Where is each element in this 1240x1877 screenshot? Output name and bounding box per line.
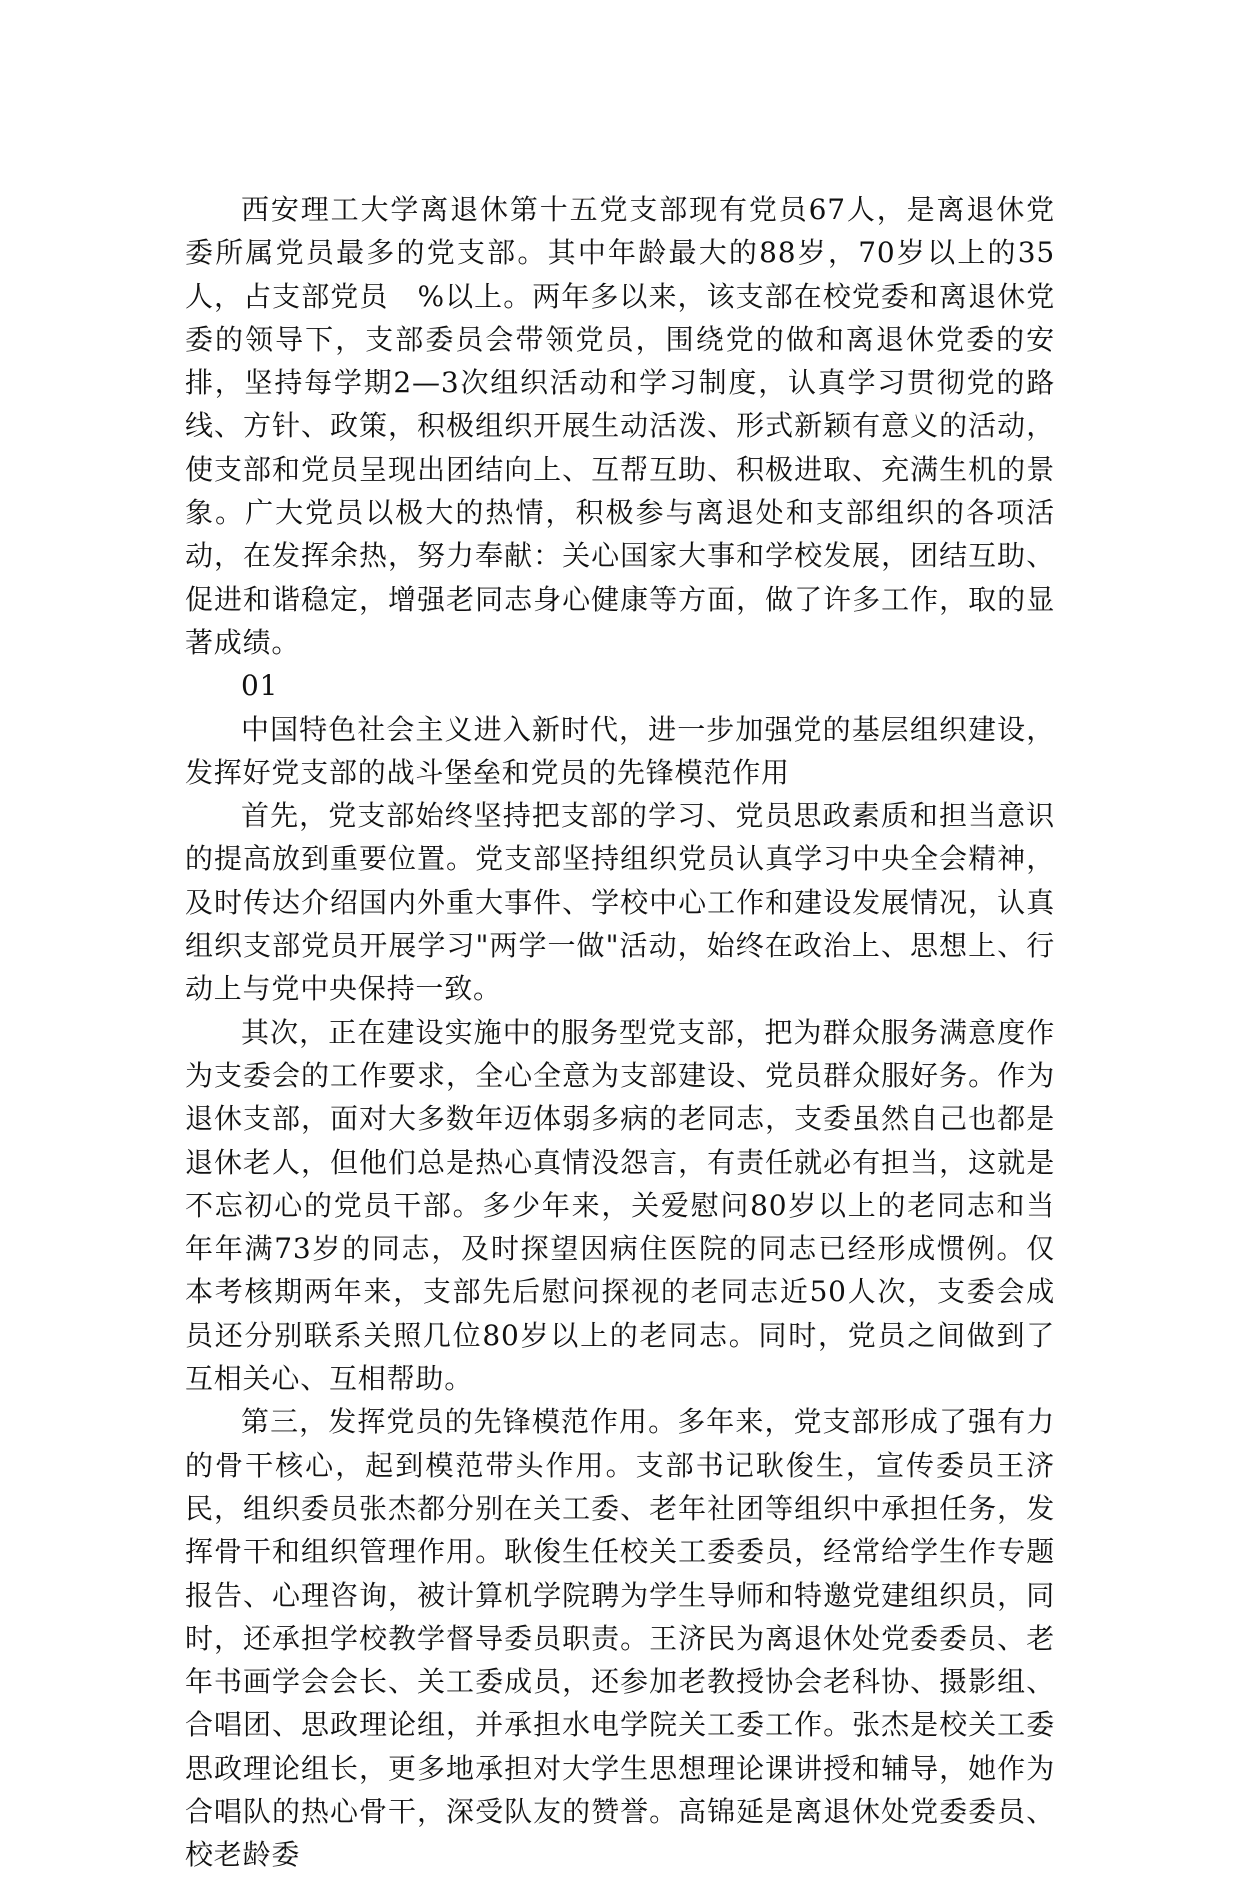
paragraph-third: 第三，发挥党员的先锋模范作用。多年来，党支部形成了强有力的骨干核心，起到模范带头作用。支部书记耿俊生，宣传委员王济民，组织委员张杰都分别在关工委、老年社团等组织中承担任务，发挥骨干和组织管理作用。耿俊生任校关工委委员，经常给学生作专题报告、心理咨询，被计算机学院聘为学生导师和特邀党建组织员，同时，还承担学校教学督导委员职责。王济民为离退休处党委委员、老年书画学会会长、关工委成员，还参加老教授协会老科协、摄影组、合唱团、思政理论组，并承担水电学院关工委工作。张杰是校关工委思政理论组长，更多地承担对大学生思想理论课讲授和辅导，她作为合唱队的热心骨干，深受队友的赞誉。高锦延是离退休处党委委员、校老龄委 [185, 1405, 1055, 1872]
document-page [185, 188, 1055, 1877]
paragraph-intro: 西安理工大学离退休第十五党支部现有党员67人，是离退休党委所属党员最多的党支部。其中年龄最大的88岁，70岁以上的35人，占支部党员 %以上。两年多以来，该支部在校党委和离退休党委的领导下，支部委员会带领党员，围绕党的做和离退休党委的安排，坚持每学期2—3次组织活动和学习制度，认真学习贯彻党的路线、方针、政策，积极组织开展生动活泼、形式新颖有意义的活动，使支部和党员呈现出团结向上、互帮互助、积极进取、充满生机的景象。广大党员以极大的热情，积极参与离退处和支部组织的各项活动，在发挥余热，努力奉献：关心国家大事和学校发展，团结互助、促进和谐稳定，增强老同志身心健康等方面，做了许多工作，取的显著成绩。 [185, 193, 1055, 659]
section-heading: 中国特色社会主义进入新时代，进一步加强党的基层组织建设，发挥好党支部的战斗堡垒和党员的先锋模范作用 [185, 712, 1055, 789]
section-number: 01 [241, 669, 279, 703]
paragraph-first: 首先，党支部始终坚持把支部的学习、党员思政素质和担当意识的提高放到重要位置。党支部坚持组织党员认真学习中央全会精神，及时传达介绍国内外重大事件、学校中心工作和建设发展情况，认真组织支部党员开展学习"两学一做"活动，始终在政治上、思想上、行动上与党中央保持一致。 [185, 799, 1055, 1006]
paragraph-second: 其次，正在建设实施中的服务型党支部，把为群众服务满意度作为支委会的工作要求，全心全意为支部建设、党员群众服好务。作为退休支部，面对大多数年迈体弱多病的老同志，支委虽然自己也都是退休老人，但他们总是热心真情没怨言，有责任就必有担当，这就是不忘初心的党员干部。多少年来，关爱慰问80岁以上的老同志和当年年满73岁的同志，及时探望因病住医院的同志已经形成惯例。仅本考核期两年来，支部先后慰问探视的老同志近50人次，支委会成员还分别联系关照几位80岁以上的老同志。同时，党员之间做到了互相关心、互相帮助。 [185, 1015, 1055, 1396]
